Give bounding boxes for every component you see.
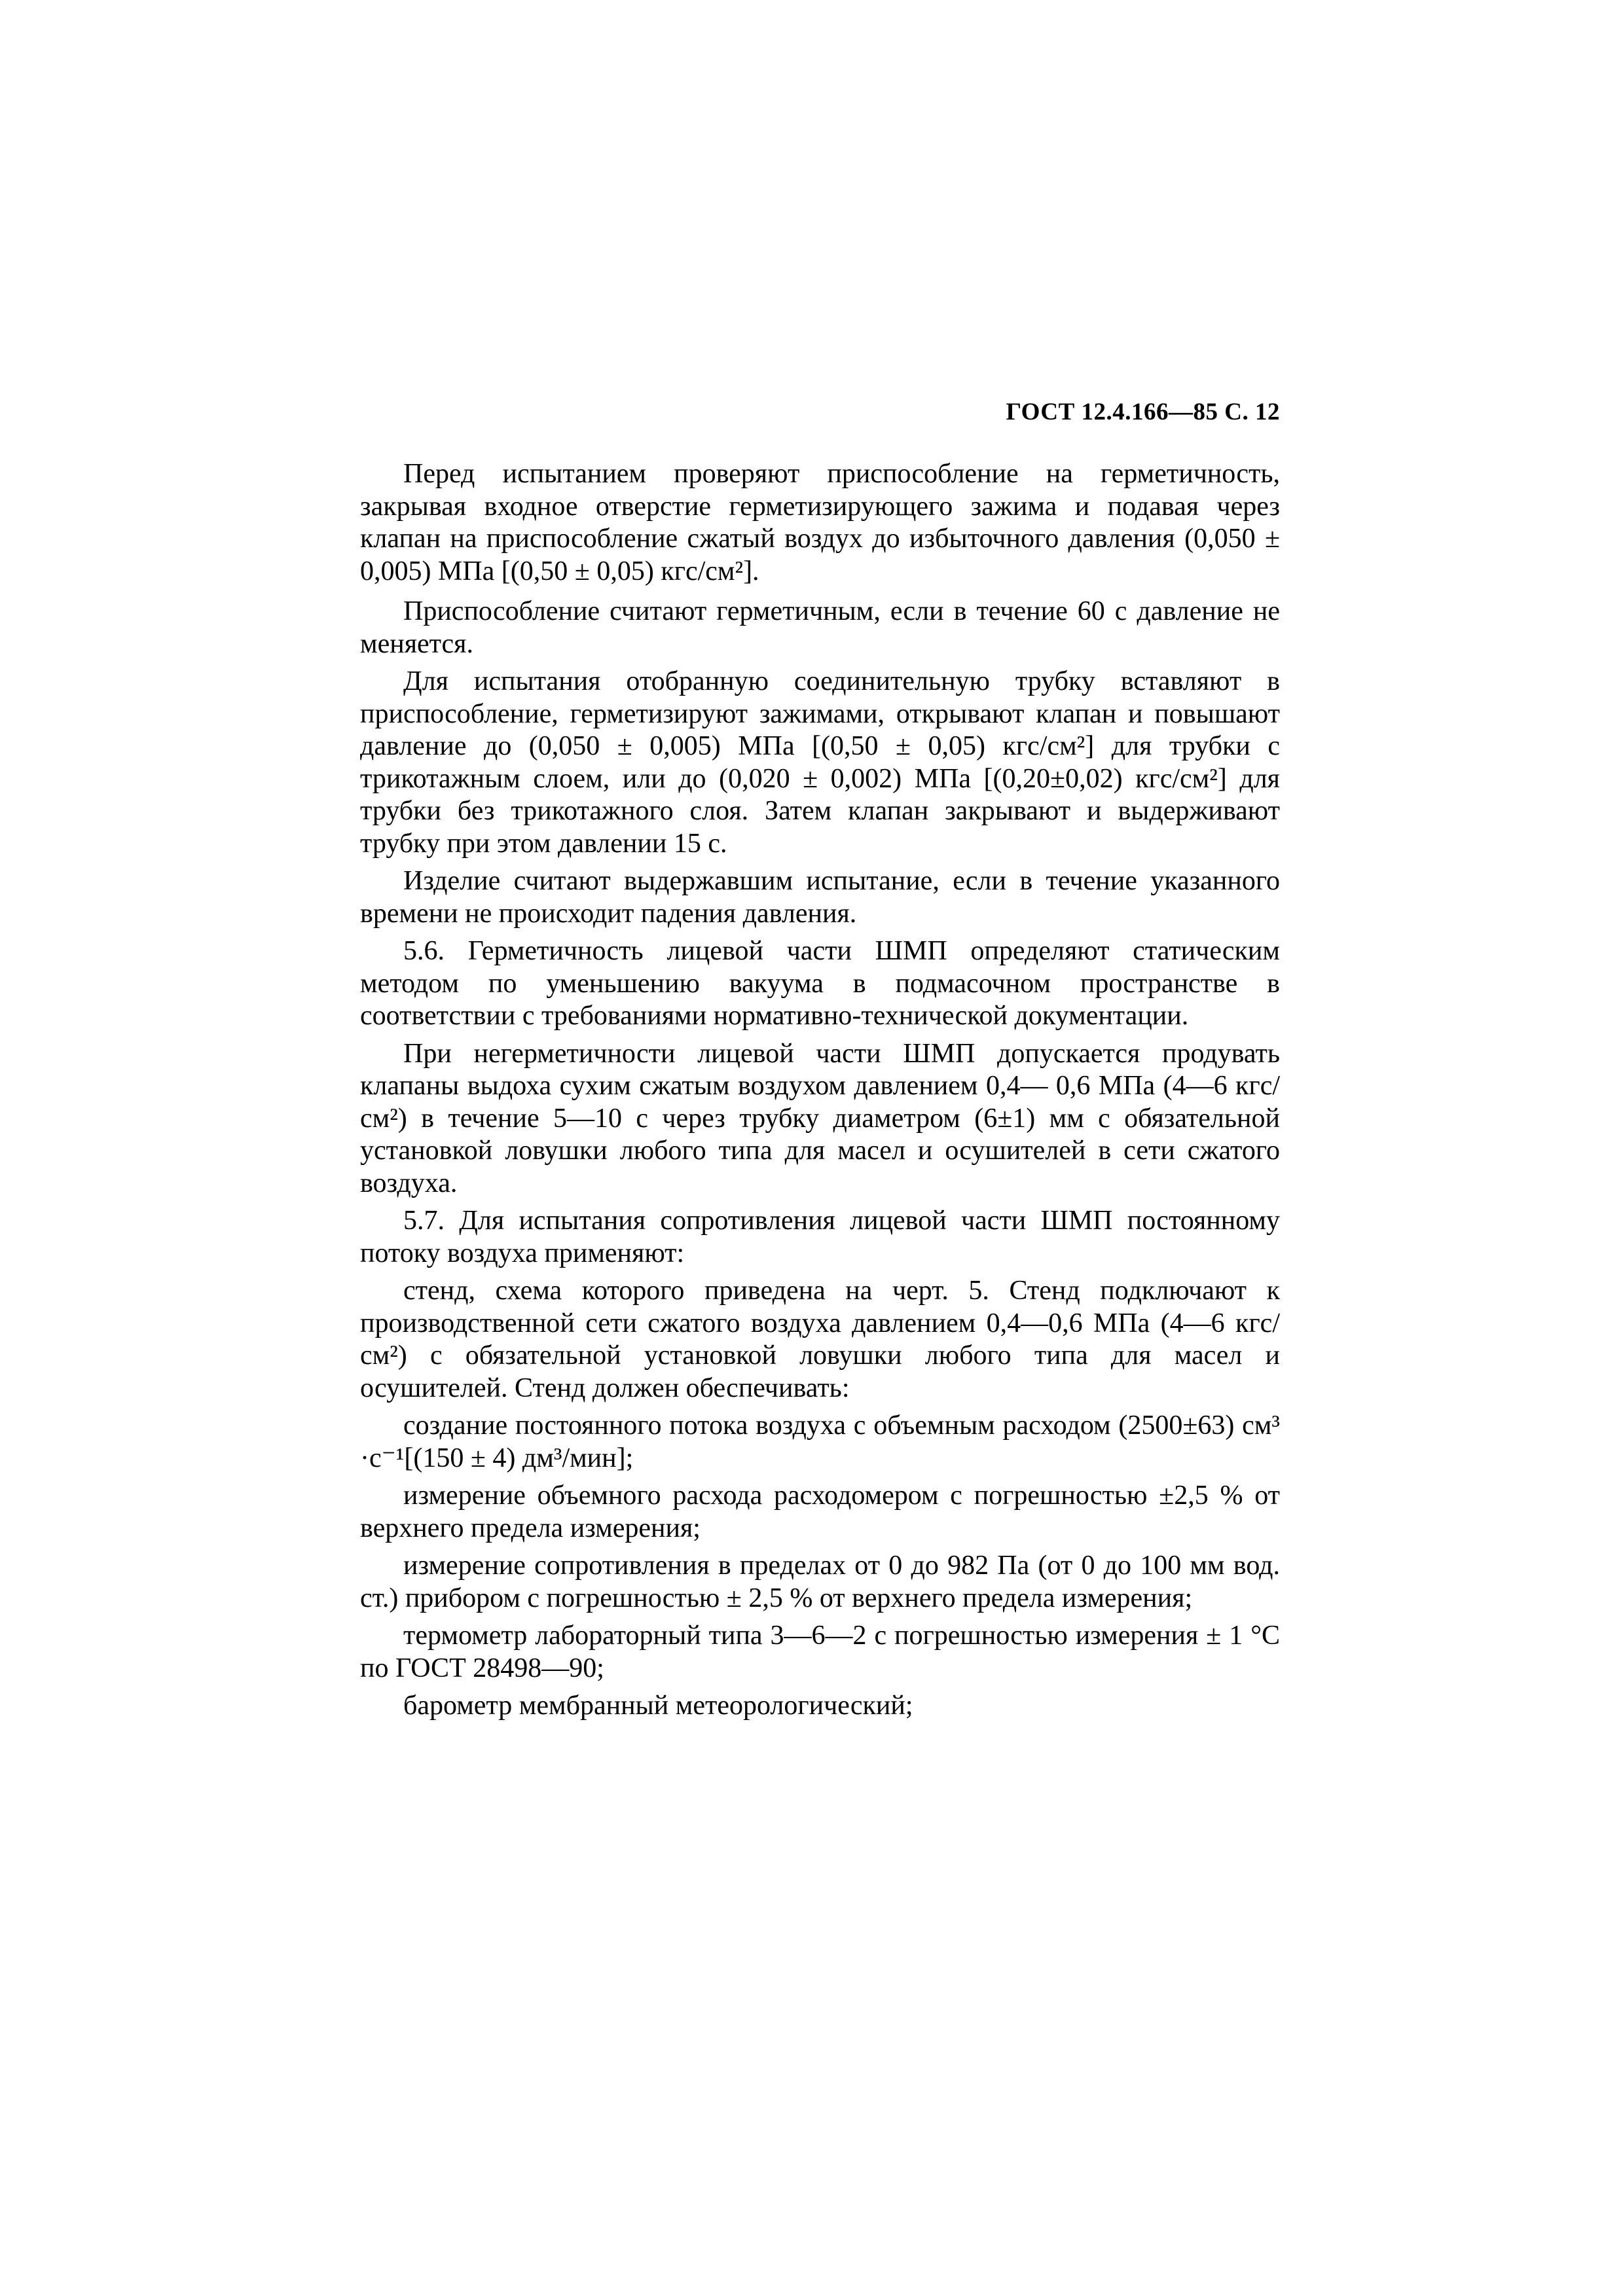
paragraph-resistance-measurement: измерение сопротивления в пределах от 0 до 982 Па (от 0 до 100 мм вод. ст.) прибором с погрешностью ± 2,5 % от верхнего предела измерения; [360, 1551, 1280, 1613]
paragraph-test-stand: стенд, схема которого приведена на черт. 5. Стенд подключают к производственной сети сжатого воздуха давлением 0,4—0,6 МПа (4—6 кгс/см²) с обязательной установкой ловушки любого типа для масел и осушителей. Стенд должен обеспечивать: [360, 1276, 1280, 1403]
paragraph-tube-test: Для испытания отобранную соединительную трубку вставляют в приспособление, герметизируют зажимами, открывают клапан и повышают давление до (0,050 ± 0,005) МПа [(0,50 ± 0,05) кгс/см²] для трубки с трикотажным слоем, или до (0,020 ± 0,002) МПа [(0,20±0,02) кгс/см²] для трубки без трикотажного слоя. Затем клапан закрывают и выдерживают трубку при этом давлении 15 с. [360, 666, 1280, 859]
paragraph-pass-criterion: Изделие считают выдержавшим испытание, если в течение указанного времени не происходит падения давления. [360, 866, 1280, 929]
paragraph-pressure-check: Перед испытанием проверяют приспособление на герметичность, закрывая входное отверстие герметизирующего зажима и подавая через клапан на приспособление сжатый воздух до избыточного давления (0,050 ± 0,005) МПа [(0,50 ± 0,05) кгс/см²]. [360, 459, 1280, 586]
paragraph-section-5-7: 5.7. Для испытания сопротивления лицевой части ШМП постоянному потоку воздуха применяют: [360, 1206, 1280, 1268]
paragraph-hermetic-criterion: Приспособление считают герметичным, если в течение 60 с давление не меняется. [360, 596, 1280, 659]
running-header: ГОСТ 12.4.166—85 С. 12 [1006, 399, 1280, 425]
paragraph-valve-blowing: При негерметичности лицевой части ШМП допускается продувать клапаны выдоха сухим сжатым воздухом давлением 0,4— 0,6 МПа (4—6 кгс/см²) в течение 5—10 с через трубку диаметром (6±1) мм с обязательной установкой ловушки любого типа для масел и осушителей в сети сжатого воздуха. [360, 1038, 1280, 1198]
paragraph-airflow-creation: создание постоянного потока воздуха с объемным расходом (2500±63) см³ ·с⁻¹[(150 ± 4) дм³/мин]; [360, 1410, 1280, 1473]
paragraph-thermometer: термометр лабораторный типа 3—6—2 с погрешностью измерения ± 1 °С по ГОСТ 28498—90; [360, 1621, 1280, 1683]
paragraph-flow-measurement: измерение объемного расхода расходомером с погрешностью ±2,5 % от верхнего предела измерения; [360, 1480, 1280, 1543]
paragraph-barometer: барометр мембранный метеорологический; [403, 1691, 913, 1721]
paragraph-section-5-6: 5.6. Герметичность лицевой части ШМП определяют статическим методом по уменьшению вакуума в подмасочном пространстве в соответствии с требованиями нормативно-технической документации. [360, 936, 1280, 1031]
body-text [360, 458, 1280, 1728]
